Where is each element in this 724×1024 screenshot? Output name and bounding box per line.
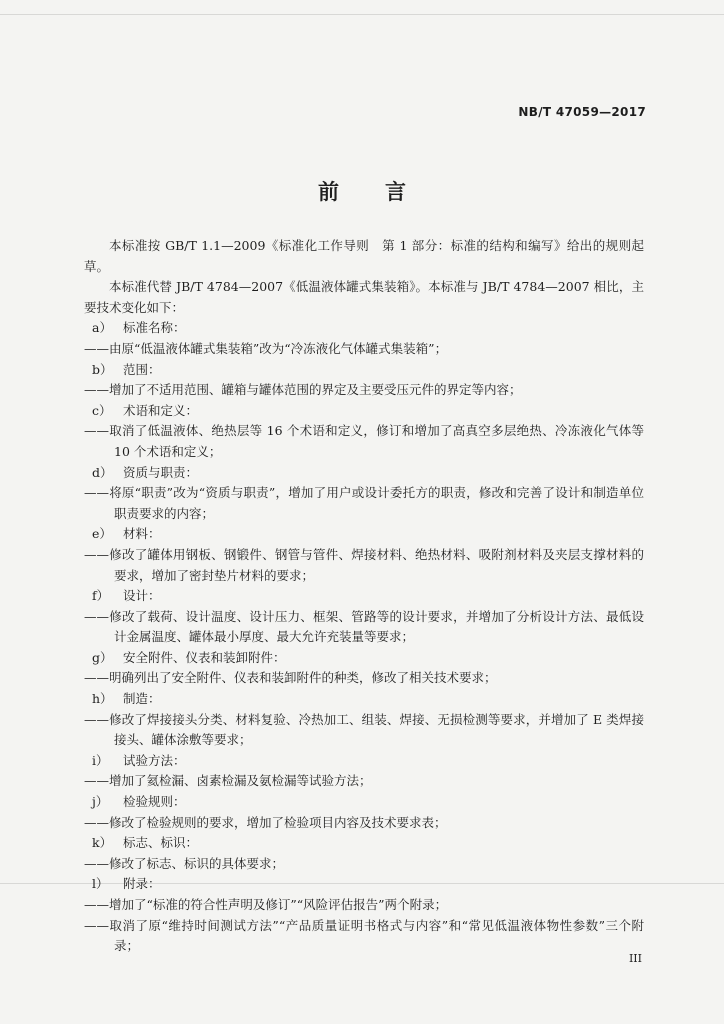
change-item-detail: ——增加了氦检漏、卤素检漏及氨检漏等试验方法； bbox=[84, 773, 372, 789]
change-item-label: d） bbox=[92, 464, 113, 480]
change-item-detail: ——取消了原“维持时间测试方法”“产品质量证明书格式与内容”和“常见低温液体物性参数”三个附录； bbox=[84, 917, 644, 954]
change-item-detail: ——修改了罐体用钢板、钢锻件、钢管与管件、焊接材料、绝热材料、吸附剂材料及夹层支撑材料的要求，增加了密封垫片材料的要求； bbox=[84, 546, 644, 583]
change-item-title: 标准名称： bbox=[123, 320, 186, 336]
change-item-heading bbox=[84, 463, 644, 484]
change-item-heading bbox=[84, 360, 644, 381]
standard-code: NB/T 47059—2017 bbox=[518, 105, 646, 119]
change-item-detail: ——明确列出了安全附件、仪表和装卸附件的种类，修改了相关技术要求； bbox=[84, 670, 497, 686]
change-item-detail: ——增加了不适用范围、罐箱与罐体范围的界定及主要受压元件的界定等内容； bbox=[84, 382, 522, 398]
change-item-heading bbox=[84, 874, 644, 895]
intro-paragraph-1: 本标准按 GB/T 1.1—2009《标准化工作导则 第 1 部分：标准的结构和编写》给出的规则起草。 bbox=[84, 238, 644, 274]
change-item-label: k） bbox=[92, 835, 113, 851]
page-number: III bbox=[628, 952, 642, 965]
change-item-heading bbox=[84, 833, 644, 854]
change-item-title: 范围： bbox=[123, 361, 161, 377]
changes-list bbox=[84, 318, 644, 956]
change-item-detail: ——由原“低温液体罐式集装箱”改为“冷冻液化气体罐式集装箱”； bbox=[84, 340, 448, 356]
change-item-detail: ——增加了“标准的符合性声明及修订”“风险评估报告”两个附录； bbox=[84, 897, 448, 912]
intro-paragraph-2: 本标准代替 JB/T 4784—2007《低温液体罐式集装箱》。本标准与 JB/T 4784—2007 相比，主要技术变化如下： bbox=[84, 279, 644, 315]
change-item-title: 试验方法： bbox=[123, 752, 186, 768]
change-item-title: 设计： bbox=[123, 588, 161, 604]
change-item-detail: ——取消了低温液体、绝热层等 16 个术语和定义，修订和增加了高真空多层绝热、冷冻液化气体等 10 个术语和定义； bbox=[84, 423, 644, 459]
change-item-label: j） bbox=[92, 794, 109, 810]
change-item-label: l） bbox=[92, 876, 109, 892]
change-item-heading bbox=[84, 792, 644, 813]
change-item-title: 标志、标识： bbox=[123, 835, 199, 851]
change-item-heading bbox=[84, 751, 644, 772]
foreword-body bbox=[84, 236, 644, 957]
change-item-heading bbox=[84, 689, 644, 710]
change-item-label: h） bbox=[92, 691, 113, 707]
change-item-title: 附录： bbox=[123, 876, 161, 892]
change-item-heading bbox=[84, 648, 644, 669]
change-item-detail: ——修改了检验规则的要求，增加了检验项目内容及技术要求表； bbox=[84, 814, 447, 830]
change-item-detail: ——修改了载荷、设计温度、设计压力、框架、管路等的设计要求，并增加了分析设计方法、最低设计金属温度、罐体最小厚度、最大允许充装量等要求； bbox=[84, 608, 644, 645]
change-item-title: 材料： bbox=[123, 526, 161, 542]
change-item-label: c） bbox=[92, 402, 112, 418]
change-item-heading bbox=[84, 401, 644, 422]
change-item-label: f） bbox=[92, 588, 110, 604]
change-item-title: 检验规则： bbox=[123, 794, 186, 810]
change-item-label: a） bbox=[92, 320, 112, 336]
change-item-heading bbox=[84, 586, 644, 607]
change-item-label: e） bbox=[92, 526, 112, 542]
change-item-label: g） bbox=[92, 649, 113, 665]
change-item-heading bbox=[84, 318, 644, 339]
change-item-detail: ——修改了焊接接头分类、材料复验、冷热加工、组装、焊接、无损检测等要求，并增加了 E 类焊接接头、罐体涂敷等要求； bbox=[84, 711, 644, 748]
change-item-title: 安全附件、仪表和装卸附件： bbox=[123, 649, 286, 665]
change-item-title: 制造： bbox=[123, 691, 161, 707]
change-item-detail: ——修改了标志、标识的具体要求； bbox=[84, 855, 285, 871]
change-item-detail: ——将原“职责”改为“资质与职责”，增加了用户或设计委托方的职责，修改和完善了设计和制造单位职责要求的内容； bbox=[84, 485, 644, 521]
change-item-label: i） bbox=[92, 752, 109, 768]
change-item-title: 术语和定义： bbox=[123, 402, 199, 418]
change-item-label: b） bbox=[92, 361, 113, 377]
change-item-heading bbox=[84, 524, 644, 545]
scan-edge-top bbox=[0, 14, 724, 15]
change-item-title: 资质与职责： bbox=[123, 464, 199, 480]
page-title: 前言 bbox=[318, 180, 452, 204]
